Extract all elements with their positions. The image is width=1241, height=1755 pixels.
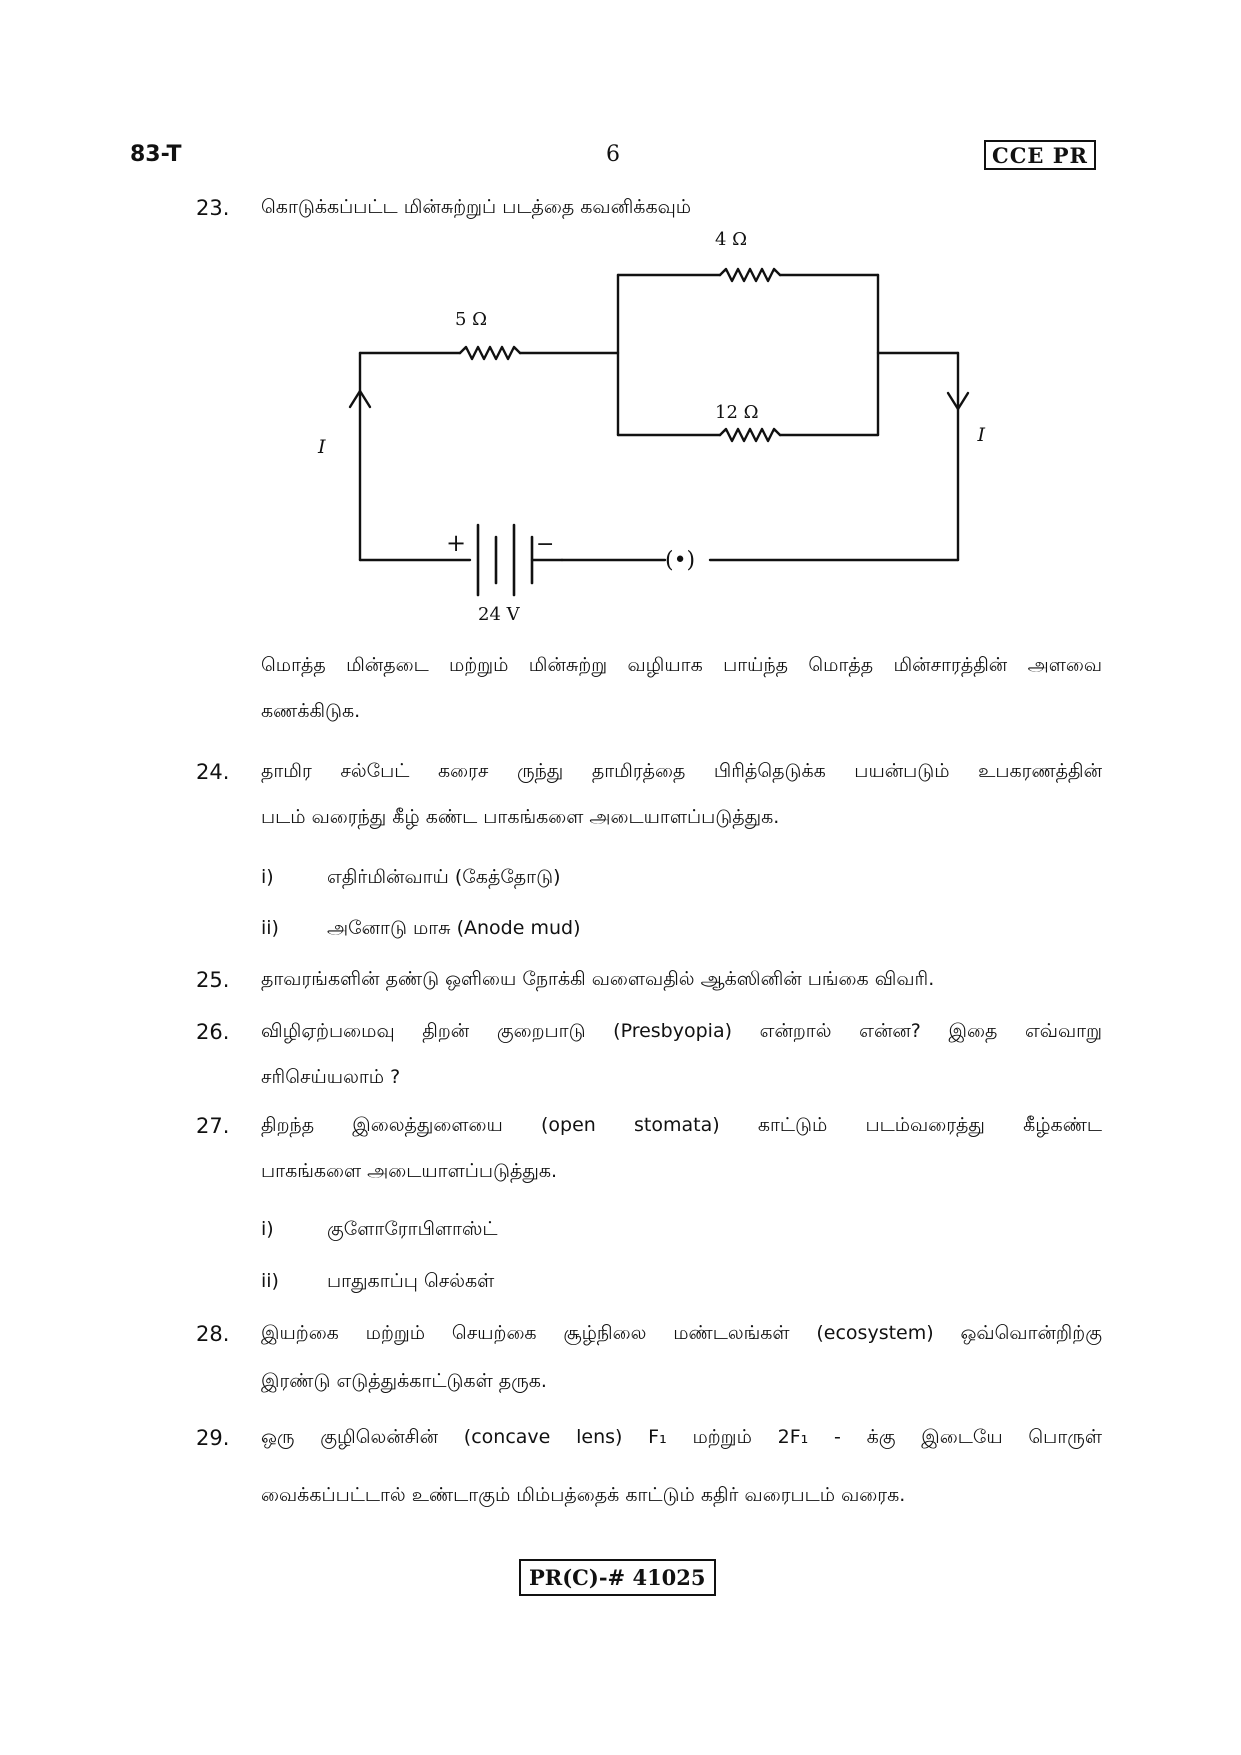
question-23-line-2: கணக்கிடுக. bbox=[261, 700, 361, 722]
resistor-12-ohm bbox=[720, 429, 780, 441]
question-28-line-2: இரண்டு எடுத்துக்காட்டுகள் தருக. bbox=[261, 1370, 547, 1392]
resistor-5-ohm bbox=[460, 347, 520, 359]
battery-minus-sign: − bbox=[536, 532, 555, 557]
circuit-diagram bbox=[300, 215, 985, 635]
question-27-item-1-text: குளோரோபிளாஸ்ட் bbox=[327, 1218, 498, 1240]
question-27-item-1-label: i) bbox=[261, 1218, 274, 1240]
question-23-text: கொடுக்கப்பட்ட மின்சுற்றுப் படத்தை கவனிக்கவும் bbox=[261, 196, 692, 218]
label-12-ohm: 12 Ω bbox=[715, 402, 759, 423]
resistor-4-ohm bbox=[720, 269, 780, 281]
question-23-number: 23. bbox=[196, 196, 230, 220]
question-24-number: 24. bbox=[196, 760, 230, 784]
question-27-line-1: திறந்த இலைத்துளையை (open stomata) காட்டும் படம்வரைத்து கீழ்கண்ட bbox=[261, 1114, 1102, 1136]
paper-code: 83-T bbox=[130, 142, 182, 167]
label-current-right: I bbox=[977, 424, 985, 446]
question-29-line-1: ஒரு குழிலென்சின் (concave lens) F₁ மற்றும் 2F₁ - க்கு இடையே பொருள் bbox=[261, 1426, 1102, 1448]
question-24-item-2-label: ii) bbox=[261, 917, 279, 939]
label-current-left: I bbox=[318, 436, 326, 458]
question-26-line-1: விழிஏற்பமைவு திறன் குறைபாடு (Presbyopia) என்றால் என்ன? இதை எவ்வாறு bbox=[261, 1020, 1102, 1042]
label-5-ohm: 5 Ω bbox=[455, 309, 488, 330]
exam-code-box: CCE PR bbox=[984, 140, 1096, 170]
question-24-item-1-label: i) bbox=[261, 866, 274, 888]
question-25-text: தாவரங்களின் தண்டு ஒளியை நோக்கி வளைவதில் ஆக்ஸினின் பங்கை விவரி. bbox=[261, 968, 935, 990]
question-26-number: 26. bbox=[196, 1020, 230, 1044]
question-29-number: 29. bbox=[196, 1426, 230, 1450]
question-23-line-1: மொத்த மின்தடை மற்றும் மின்சுற்று வழியாக பாய்ந்த மொத்த மின்சாரத்தின் அளவை bbox=[261, 654, 1102, 676]
question-24-item-1-text: எதிர்மின்வாய் (கேத்தோடு) bbox=[327, 866, 561, 888]
question-28-number: 28. bbox=[196, 1322, 230, 1346]
question-25-number: 25. bbox=[196, 968, 230, 992]
page-number: 6 bbox=[606, 142, 620, 167]
question-24-line-2: படம் வரைந்து கீழ் கண்ட பாகங்களை அடையாளப்படுத்துக. bbox=[261, 806, 780, 828]
question-27-item-2-label: ii) bbox=[261, 1270, 279, 1292]
battery-plus-sign: + bbox=[446, 529, 467, 557]
meter-symbol: (•) bbox=[665, 548, 696, 573]
question-29-line-2: வைக்கப்பட்டால் உண்டாகும் மிம்பத்தைக் காட்டும் கதிர் வரைபடம் வரைக. bbox=[261, 1484, 906, 1506]
footer-code-box: PR(C)-# 41025 bbox=[519, 1559, 716, 1596]
question-27-line-2: பாகங்களை அடையாளப்படுத்துக. bbox=[261, 1160, 558, 1182]
question-28-line-1: இயற்கை மற்றும் செயற்கை சூழ்நிலை மண்டலங்கள் (ecosystem) ஒவ்வொன்றிற்கு bbox=[261, 1322, 1102, 1344]
question-27-number: 27. bbox=[196, 1114, 230, 1138]
question-26-line-2: சரிசெய்யலாம் ? bbox=[261, 1066, 401, 1088]
question-24-item-2-text: அனோடு மாசு (Anode mud) bbox=[327, 917, 581, 939]
label-4-ohm: 4 Ω bbox=[715, 229, 748, 250]
question-24-line-1: தாமிர சல்பேட் கரைச ருந்து தாமிரத்தை பிரித்தெடுக்க பயன்படும் உபகரணத்தின் bbox=[261, 760, 1102, 782]
question-27-item-2-text: பாதுகாப்பு செல்கள் bbox=[327, 1270, 495, 1292]
label-battery-voltage: 24 V bbox=[478, 604, 520, 625]
